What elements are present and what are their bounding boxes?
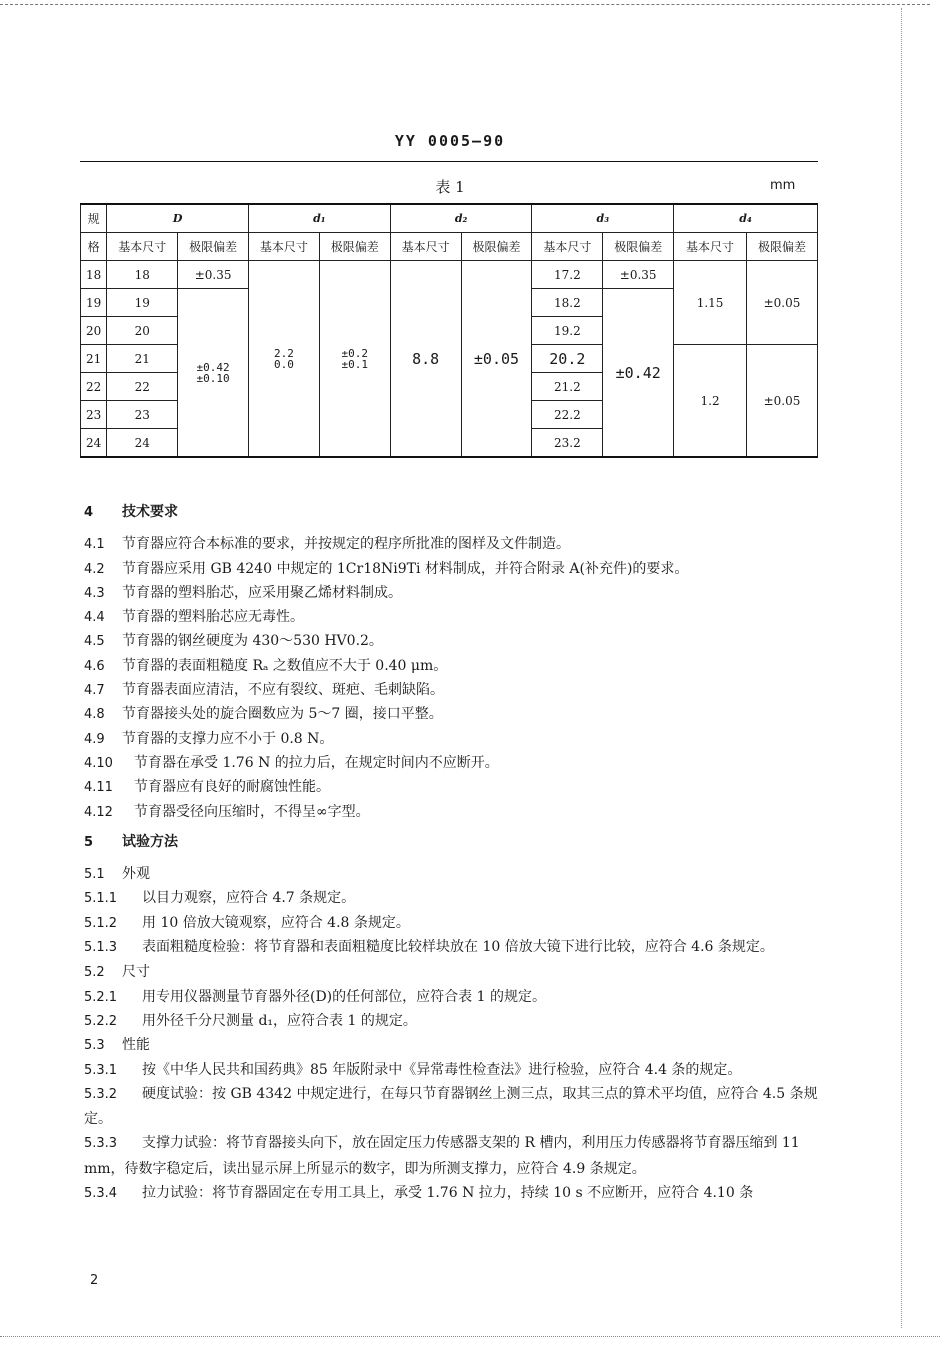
D-basic-cell: 24 <box>107 429 178 458</box>
d3-basic-cell: 18.2 <box>532 289 603 317</box>
group-header-d1: d₁ <box>249 204 391 233</box>
spec-cell: 24 <box>81 429 107 458</box>
D-basic-cell: 18 <box>107 261 178 289</box>
subheader-basic: 基本尺寸 <box>249 233 320 261</box>
section-heading-5: 5 试验方法 <box>84 833 178 850</box>
d3-basic-cell: 19.2 <box>532 317 603 345</box>
section-heading-4: 4 技术要求 <box>84 504 178 520</box>
clause: 5.3.3 支撑力试验：将节育器接头向下，放在固定压力传感器支架的 R 槽内，利用压力传感器将节育器压缩到 11 mm，待数字稳定后，读出显示屏上所显示的数字，即为所测支撑力，应符合 4.9 条规定。 <box>84 1135 800 1177</box>
clause: 5.1.2 用 10 倍放大镜观察，应符合 4.8 条规定。 <box>84 914 410 931</box>
group-header-d4: d₄ <box>674 204 818 233</box>
D-basic-cell: 22 <box>107 373 178 401</box>
d4-basic-merged: 1.2 <box>674 345 747 458</box>
header-rule <box>80 161 818 162</box>
d1-basic-merged: 2.2 0.0 <box>249 261 320 458</box>
table-title: 表 1 <box>435 178 465 196</box>
document-header: YY 0005—90 <box>394 132 506 150</box>
d4-deviation-merged: ±0.05 <box>747 261 818 345</box>
subheader-deviation: 极限偏差 <box>603 233 674 261</box>
d4-deviation-merged: ±0.05 <box>747 345 818 458</box>
row-header-top: 规 <box>81 204 107 233</box>
D-basic-cell: 23 <box>107 401 178 429</box>
d3-basic-cell: 17.2 <box>532 261 603 289</box>
d3-basic-cell: 23.2 <box>532 429 603 458</box>
clause: 4.8 节育器接头处的旋合圈数应为 5～7 圈，接口平整。 <box>84 706 443 723</box>
D-deviation-merged: ±0.42 ±0.10 <box>178 289 249 458</box>
D-basic-cell: 19 <box>107 289 178 317</box>
d2-deviation-merged: ±0.05 <box>461 261 532 458</box>
body-text <box>84 494 824 1205</box>
d4-basic-merged: 1.15 <box>674 261 747 345</box>
clause: 5.2.1 用专用仪器测量节育器外径(D)的任何部位，应符合表 1 的规定。 <box>84 988 546 1005</box>
page-number: 2 <box>90 1273 99 1288</box>
clause: 4.1 节育器应符合本标准的要求，并按规定的程序所批准的图样及文件制造。 <box>84 536 570 553</box>
subheader-deviation: 极限偏差 <box>178 233 249 261</box>
page-edge-right <box>901 8 902 1328</box>
clause: 4.11 节育器应有良好的耐腐蚀性能。 <box>84 779 330 796</box>
clause: 5.1.1 以目力观察，应符合 4.7 条规定。 <box>84 890 356 907</box>
clause: 4.7 节育器表面应清洁，不应有裂纹、斑疤、毛刺缺陷。 <box>84 682 444 699</box>
clause: 5.1.3 表面粗糙度检验：将节育器和表面粗糙度比较样块放在 10 倍放大镜下进行比较，应符合 4.6 条规定。 <box>84 939 774 956</box>
group-header-d3: d₃ <box>532 204 674 233</box>
spec-cell: 19 <box>81 289 107 317</box>
spec-cell: 18 <box>81 261 107 289</box>
d3-basic-cell: 22.2 <box>532 401 603 429</box>
subheader-deviation: 极限偏差 <box>319 233 390 261</box>
subheader-deviation: 极限偏差 <box>461 233 532 261</box>
page-edge-top <box>0 4 930 5</box>
D-basic-cell: 21 <box>107 345 178 373</box>
d3-deviation-merged: ±0.42 <box>603 289 674 458</box>
group-header-D: D <box>107 204 249 233</box>
clause: 4.10 节育器在承受 1.76 N 的拉力后，在规定时间内不应断开。 <box>84 754 499 771</box>
clause: 5.3 性能 <box>84 1037 150 1054</box>
subheader-deviation: 极限偏差 <box>747 233 818 261</box>
clause: 4.4 节育器的塑料胎芯应无毒性。 <box>84 609 304 626</box>
group-header-d2: d₂ <box>390 204 532 233</box>
d2-basic-merged: 8.8 <box>390 261 461 458</box>
subheader-basic: 基本尺寸 <box>532 233 603 261</box>
clause: 5.3.1 按《中华人民共和国药典》85 年版附录中《异常毒性检查法》进行检验，应符合 4.4 条的规定。 <box>84 1061 742 1078</box>
spec-cell: 20 <box>81 317 107 345</box>
page-edge-bottom <box>0 1336 940 1337</box>
row-header-bottom: 格 <box>81 233 107 261</box>
spec-table <box>80 203 818 458</box>
subheader-basic: 基本尺寸 <box>674 233 747 261</box>
d3-basic-cell: 20.2 <box>532 345 603 373</box>
clause: 5.3.2 硬度试验：按 GB 4342 中规定进行，在每只节育器钢丝上测三点，取其三点的算术平均值，应符合 4.5 条规定。 <box>84 1085 818 1128</box>
table-unit: mm <box>770 178 796 193</box>
d3-deviation-cell: ±0.35 <box>603 261 674 289</box>
clause: 5.1 外观 <box>84 866 150 883</box>
subheader-basic: 基本尺寸 <box>390 233 461 261</box>
clause: 5.3.4 拉力试验：将节育器固定在专用工具上，承受 1.76 N 拉力，持续 10 s 不应断开，应符合 4.10 条 <box>84 1185 754 1202</box>
D-deviation-cell: ±0.35 <box>178 261 249 289</box>
spec-cell: 23 <box>81 401 107 429</box>
subheader-basic: 基本尺寸 <box>107 233 178 261</box>
d1-deviation-merged: ±0.2 ±0.1 <box>319 261 390 458</box>
clause: 4.2 节育器应采用 GB 4240 中规定的 1Cr18Ni9Ti 材料制成，并符合附录 A(补充件)的要求。 <box>84 560 689 577</box>
spec-cell: 21 <box>81 345 107 373</box>
clause: 4.3 节育器的塑料胎芯，应采用聚乙烯材料制成。 <box>84 584 402 601</box>
clause: 4.12 节育器受径向压缩时，不得呈∞字型。 <box>84 803 370 820</box>
clause: 5.2.2 用外径千分尺测量 d₁，应符合表 1 的规定。 <box>84 1012 417 1029</box>
d3-basic-cell: 21.2 <box>532 373 603 401</box>
D-basic-cell: 20 <box>107 317 178 345</box>
clause: 4.6 节育器的表面粗糙度 Rₐ 之数值应不大于 0.40 μm。 <box>84 657 448 674</box>
clause: 4.9 节育器的支撑力应不小于 0.8 N。 <box>84 730 334 747</box>
spec-cell: 22 <box>81 373 107 401</box>
clause: 4.5 节育器的钢丝硬度为 430～530 HV0.2。 <box>84 633 383 650</box>
clause: 5.2 尺寸 <box>84 964 150 981</box>
